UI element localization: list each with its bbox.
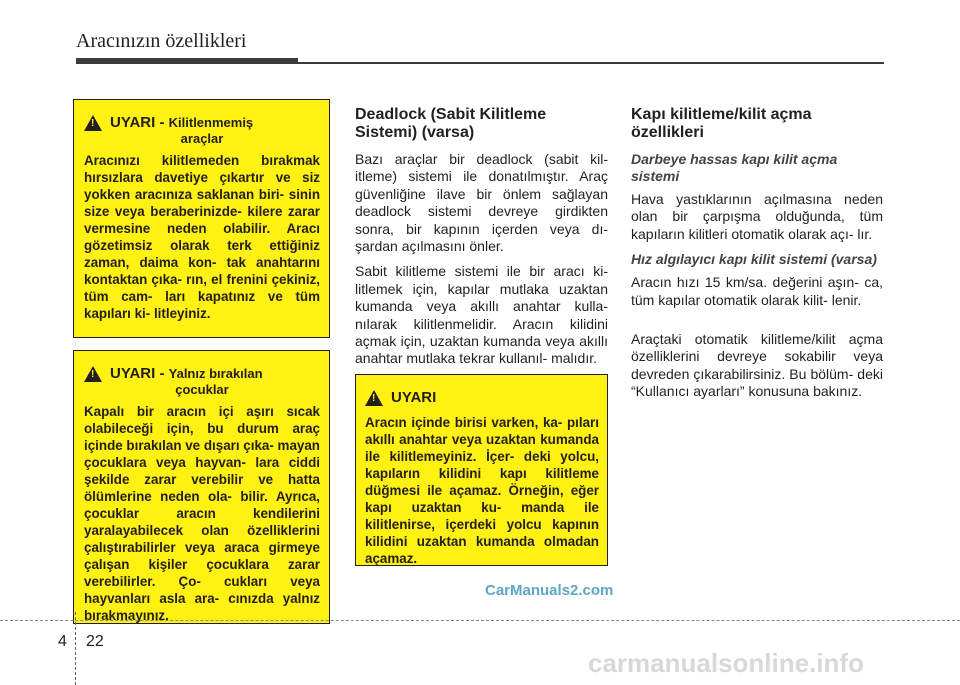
impact-unlock-paragraph: Hava yastıklarının açılmasına neden olan bir çarpışma olduğunda, tüm kapıların kilitleri otomatik olarak açı- lır. (631, 191, 883, 242)
footer-divider (75, 612, 77, 685)
warning-box-unlocked-vehicles (73, 99, 330, 338)
header-rule-thin (298, 62, 884, 64)
speed-lock-subheading: Hız algılayıcı kapı kilit sistemi (varsa) (631, 251, 877, 268)
warning-label: UYARI (391, 389, 437, 406)
page-number: 22 (86, 633, 104, 650)
warning-icon (84, 115, 102, 131)
speed-lock-paragraph: Aracın hızı 15 km/sa. değerini aşın- ca, tüm kapılar otomatik olarak kilit- lenir. (631, 274, 883, 308)
watermark-carmanuals2: CarManuals2.com (485, 582, 614, 599)
watermark-carmanualsonline: carmanualsonline.info (588, 648, 864, 678)
warning-label: UYARI - (110, 114, 165, 131)
warning-subtitle-line2: çocuklar (175, 382, 229, 397)
warning-body: Aracın içinde birisi varken, ka- pıları akıllı anahtar veya uzaktan kumanda ile kilitlemeyiniz. İçer- deki yolcu, kapıların kilidini kapı kilitleme düğmesi ile açamaz. Örneğin, eğer kapı uzaktan ku- manda ile kilitlenirse, içerdeki yolcu kapının kilidini uzaktan kumanda olmadan açamaz. (365, 415, 599, 566)
section-number: 4 (58, 633, 67, 650)
impact-unlock-subheading: Darbeye hassas kapı kilit açma sistemi (631, 151, 838, 184)
lock-features-heading: Kapı kilitleme/kilit açma özellikleri (631, 106, 812, 141)
page-header-title: Aracınızın özellikleri (76, 30, 247, 52)
warning-box-children-alone (73, 350, 330, 624)
warning-icon (84, 366, 102, 382)
warning-label: UYARI - (110, 365, 165, 382)
warning-subtitle-line2: araçlar (180, 131, 224, 146)
warning-body: Aracınızı kilitlemeden bırakmak hırsızlara davetiye çıkartır ve siz yokken aracınıza saklanan biri- sinin size veya beraberinizde- kilere zarar vermesine neden olabilir. Aracı gözetimsiz olarak terk ettiğiniz zaman, daima kon- tak anahtarını kontaktan çıka- rın, el frenini çekiniz, tüm cam- ları kapatınız ve tüm kapıları ki- litleyiniz. (84, 153, 320, 321)
deadlock-paragraph-1: Bazı araçlar bir deadlock (sabit kil- itleme) sistemi ile donatılmıştır. Araç güvenliğine ilave bir önlem sağlayan deadlock sistemi devreye girdikten sonra, bir kapının içerden veya dı- şardan açılmasını önler. (355, 151, 608, 255)
user-settings-paragraph: Araçtaki otomatik kilitleme/kilit açma özelliklerini devreye sokabilir veya devreden çıkarabilirsiniz. Bu bölüm- deki “Kullanıcı ayarları” konusuna bakınız. (631, 331, 883, 400)
lock-features-section (631, 106, 883, 409)
header-rule-thick (76, 58, 298, 64)
deadlock-paragraph-2: Sabit kilitleme sistemi ile bir aracı ki- litlemek için, kapılar mutlaka uzaktan kumanda veya akıllı anahtar kulla- nılarak kilitlenmelidir. Aracın kilidini açmak için, uzaktan kumanda veya akıllı anahtar mutlaka tekrar kullanıl- malıdır. (355, 263, 608, 367)
warning-box-occupant-inside (355, 374, 608, 566)
deadlock-section (355, 106, 608, 376)
warning-subtitle: Yalnız bırakılan (168, 366, 263, 381)
warning-body: Kapalı bir aracın içi aşırı sıcak olabileceği için, bu durum araç içinde bırakılan ve dışarı çıka- mayan çocuklara veya hayvan- lara ciddi şekilde zarar verebilir ve hatta ölümlerine neden ola- bilir. Ayrıca, çocuklar aracın kendilerini yaralayabilecek olan özelliklerini çalıştırabilirler veya araca girmeye çalışan kişiler çocuklara zarar verebilirler. Ço- cukları veya hayvanları asla ara- cınızda yalnız bırakmayınız. (84, 404, 320, 623)
deadlock-heading: Deadlock (Sabit Kilitleme Sistemi) (varsa) (355, 106, 547, 141)
footer-rule (0, 620, 960, 621)
warning-icon (365, 390, 383, 406)
warning-subtitle: Kilitlenmemiş (168, 115, 254, 130)
